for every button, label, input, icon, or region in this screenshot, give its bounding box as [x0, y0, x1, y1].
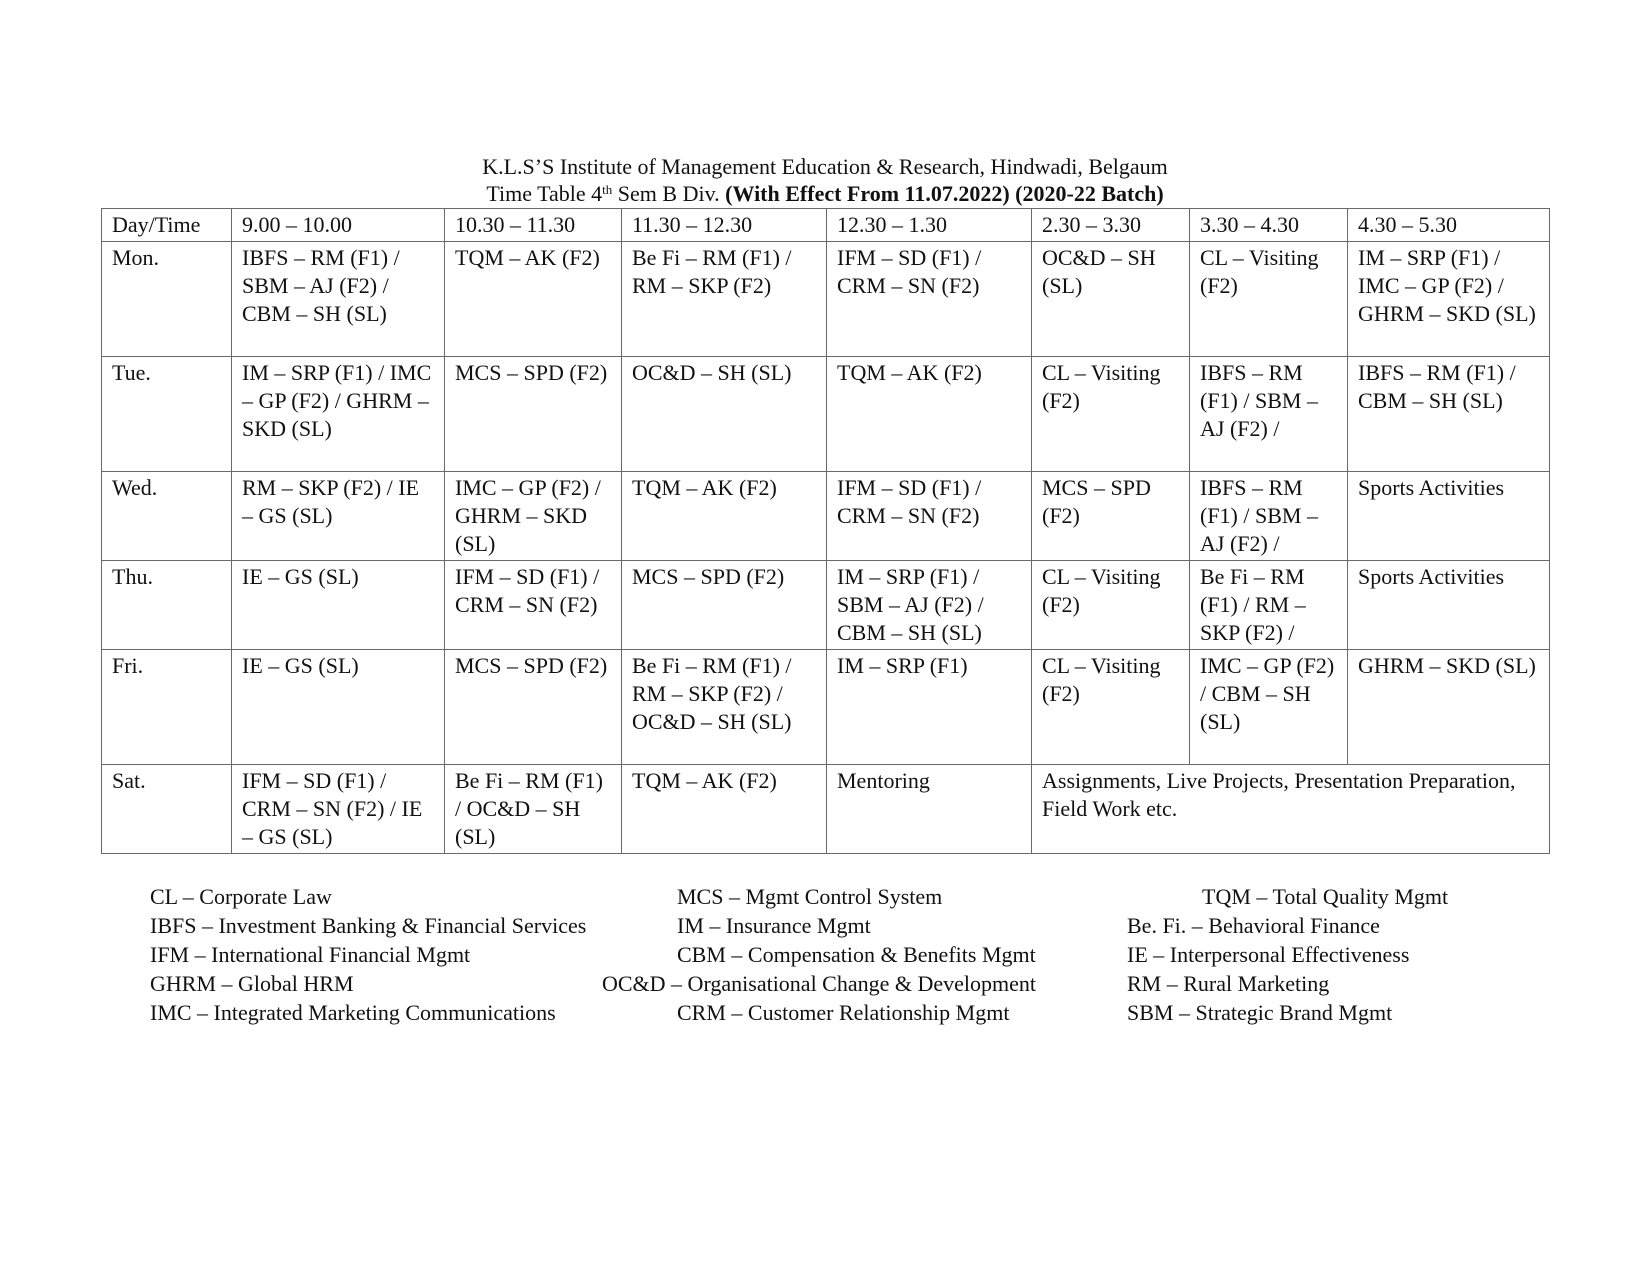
table-cell: Sports Activities	[1348, 561, 1550, 650]
table-cell: Be Fi – RM (F1) / OC&D – SH (SL)	[445, 765, 622, 854]
timetable	[101, 208, 1550, 854]
table-cell: OC&D – SH (SL)	[622, 357, 827, 472]
subtitle-mid: Sem B Div.	[612, 181, 726, 206]
table-cell: MCS – SPD (F2)	[1032, 472, 1190, 561]
col-header: 10.30 – 11.30	[445, 209, 622, 242]
legend-item: SBM – Strategic Brand Mgmt	[1127, 1000, 1393, 1025]
table-cell: GHRM – SKD (SL)	[1348, 650, 1550, 765]
table-cell: IBFS – RM (F1) / CBM – SH (SL)	[1348, 357, 1550, 472]
table-cell: Sports Activities	[1348, 472, 1550, 561]
header-row	[102, 209, 1550, 242]
legend-item: CRM – Customer Relationship Mgmt	[677, 1000, 1010, 1025]
table-cell: RM – SKP (F2) / IE – GS (SL)	[232, 472, 445, 561]
day-cell: Wed.	[102, 472, 232, 561]
col-header: 4.30 – 5.30	[1348, 209, 1550, 242]
legend-item: RM – Rural Marketing	[1127, 971, 1330, 996]
legend-column-1	[150, 882, 586, 1027]
table-row	[102, 650, 1550, 765]
table-cell: TQM – AK (F2)	[622, 765, 827, 854]
legend-item: CL – Corporate Law	[150, 884, 332, 909]
table-cell: IMC – GP (F2) / CBM – SH (SL)	[1190, 650, 1348, 765]
table-row	[102, 561, 1550, 650]
day-cell: Fri.	[102, 650, 232, 765]
day-cell: Mon.	[102, 242, 232, 357]
legend-item: IFM – International Financial Mgmt	[150, 942, 471, 967]
table-cell: Be Fi – RM (F1) / RM – SKP (F2)	[622, 242, 827, 357]
legend-item: IM – Insurance Mgmt	[677, 913, 871, 938]
col-header: Day/Time	[102, 209, 232, 242]
legend-column-3	[1127, 882, 1448, 1027]
table-cell: IE – GS (SL)	[232, 561, 445, 650]
table-cell: MCS – SPD (F2)	[445, 650, 622, 765]
table-cell: IM – SRP (F1) / SBM – AJ (F2) / CBM – SH (SL)	[827, 561, 1032, 650]
table-cell: OC&D – SH (SL)	[1032, 242, 1190, 357]
table-cell: IBFS – RM (F1) / SBM – AJ (F2) /	[1190, 357, 1348, 472]
table-row	[102, 472, 1550, 561]
legend-item: IE – Interpersonal Effectiveness	[1127, 942, 1410, 967]
institute-title: K.L.S’S Institute of Management Education & Research, Hindwadi, Belgaum	[482, 154, 1168, 179]
merged-cell: Assignments, Live Projects, Presentation Preparation, Field Work etc.	[1032, 765, 1550, 854]
col-header: 2.30 – 3.30	[1032, 209, 1190, 242]
table-cell: TQM – AK (F2)	[622, 472, 827, 561]
legend-column-2	[602, 882, 1037, 1027]
subtitle-effective-date: (With Effect From 11.07.2022) (2020-22 Batch)	[725, 181, 1164, 206]
table-cell: IFM – SD (F1) / CRM – SN (F2) / IE – GS (SL)	[232, 765, 445, 854]
table-cell: TQM – AK (F2)	[827, 357, 1032, 472]
table-row	[102, 242, 1550, 357]
table-cell: Mentoring	[827, 765, 1032, 854]
table-cell: CL – Visiting (F2)	[1190, 242, 1348, 357]
legend-item: OC&D – Organisational Change & Development	[602, 971, 1037, 996]
table-cell: CL – Visiting (F2)	[1032, 357, 1190, 472]
legend-item: CBM – Compensation & Benefits Mgmt	[677, 942, 1036, 967]
legend-item: TQM – Total Quality Mgmt	[1202, 884, 1449, 909]
col-header: 9.00 – 10.00	[232, 209, 445, 242]
table-cell: IE – GS (SL)	[232, 650, 445, 765]
table-cell: MCS – SPD (F2)	[622, 561, 827, 650]
table-cell: IM – SRP (F1) / IMC – GP (F2) / GHRM – SKD (SL)	[232, 357, 445, 472]
table-cell: IFM – SD (F1) / CRM – SN (F2)	[827, 472, 1032, 561]
table-cell: Be Fi – RM (F1) / RM – SKP (F2) / OC&D – SH (SL)	[622, 650, 827, 765]
col-header: 3.30 – 4.30	[1190, 209, 1348, 242]
subtitle-superscript: th	[602, 182, 613, 197]
legend-item: IMC – Integrated Marketing Communications	[150, 1000, 556, 1025]
legend-item: MCS – Mgmt Control System	[677, 884, 943, 909]
day-cell: Thu.	[102, 561, 232, 650]
subtitle-prefix: Time Table 4	[486, 181, 603, 206]
legend-item: Be. Fi. – Behavioral Finance	[1127, 913, 1380, 938]
table-cell: Be Fi – RM (F1) / RM – SKP (F2) /	[1190, 561, 1348, 650]
col-header: 12.30 – 1.30	[827, 209, 1032, 242]
table-cell: IFM – SD (F1) / CRM – SN (F2)	[445, 561, 622, 650]
table-cell: IMC – GP (F2) / GHRM – SKD (SL)	[445, 472, 622, 561]
legend-item: GHRM – Global HRM	[150, 971, 354, 996]
table-cell: IM – SRP (F1) / IMC – GP (F2) / GHRM – SKD (SL)	[1348, 242, 1550, 357]
table-row	[102, 765, 1550, 854]
day-cell: Tue.	[102, 357, 232, 472]
table-row	[102, 357, 1550, 472]
table-cell: MCS – SPD (F2)	[445, 357, 622, 472]
table-cell: TQM – AK (F2)	[445, 242, 622, 357]
day-cell: Sat.	[102, 765, 232, 854]
legend-item: IBFS – Investment Banking & Financial Services	[150, 913, 587, 938]
table-cell: CL – Visiting (F2)	[1032, 650, 1190, 765]
table-cell: IM – SRP (F1)	[827, 650, 1032, 765]
table-cell: CL – Visiting (F2)	[1032, 561, 1190, 650]
table-cell: IBFS – RM (F1) / SBM – AJ (F2) / CBM – SH (SL)	[232, 242, 445, 357]
col-header: 11.30 – 12.30	[622, 209, 827, 242]
table-cell: IFM – SD (F1) / CRM – SN (F2)	[827, 242, 1032, 357]
table-cell: IBFS – RM (F1) / SBM – AJ (F2) /	[1190, 472, 1348, 561]
timetable-subtitle	[0, 180, 1650, 207]
